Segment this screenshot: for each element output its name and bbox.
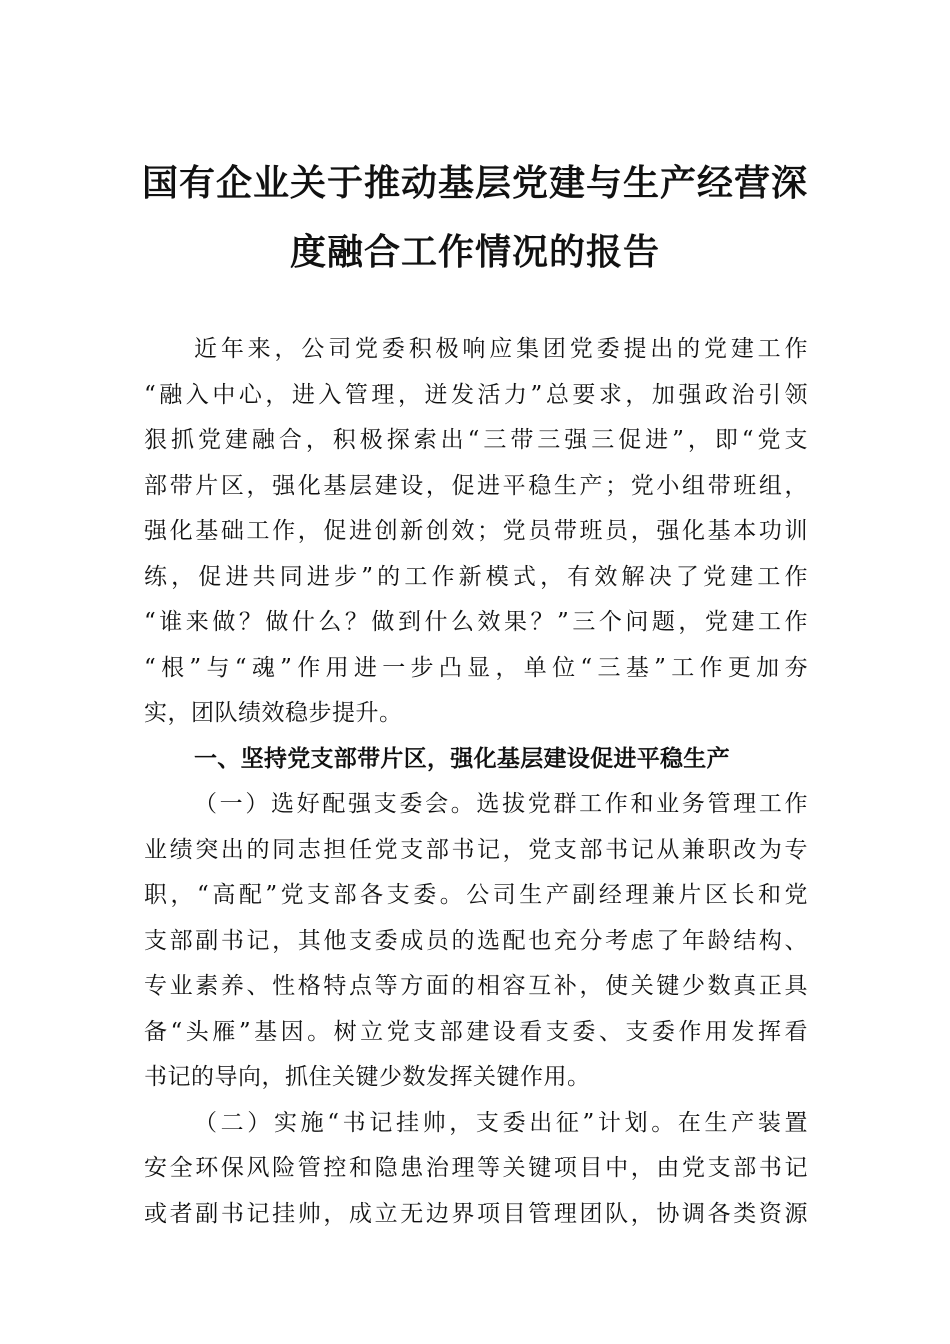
document-body	[144, 327, 808, 1237]
section-heading: 一、坚持党支部带片区，强化基层建设促进平稳生产	[194, 745, 730, 772]
subsection-1-first-rest: 选拔党群工作和业务管理工作	[476, 791, 809, 817]
intro-line: 练，促进共同进步”的工作新模式，有效解决了党建工作	[144, 563, 808, 590]
intro-line: 近年来，公司党委积极响应集团党委提出的党建工作	[194, 336, 808, 362]
subsection-1-line: 职，“高配”党支部各支委。公司生产副经理兼片区长和党	[144, 882, 808, 908]
subsection-2-first-line	[144, 1101, 808, 1147]
intro-line: 实，团队绩效稳步提升。	[144, 700, 403, 726]
intro-line: “融入中心，进入管理，迸发活力”总要求，加强政治引领	[144, 381, 808, 408]
intro-line: “根”与“魂”作用进一步凸显，单位“三基”工作更加夯	[144, 654, 808, 681]
subsection-1-line: 备“头雁”基因。树立党支部建设看支委、支委作用发挥看	[144, 1018, 808, 1045]
document-title-line-2: 度融合工作情况的报告	[289, 232, 660, 273]
subsection-1-line: 业绩突出的同志担任党支部书记，党支部书记从兼职改为专	[144, 836, 808, 863]
subsection-1-lead: （一）选好配强支委会。	[194, 791, 477, 817]
intro-line: 狠抓党建融合，积极探索出“三带三强三促进”，即“党支	[144, 427, 808, 453]
subsection-2-lead: （二）实施“书记挂帅，支委出征”计划。	[194, 1109, 678, 1136]
subsection-2-line: 安全环保风险管控和隐患治理等关键项目中，由党支部书记	[144, 1155, 808, 1181]
intro-line: “谁来做？做什么？做到什么效果？”三个问题，党建工作	[144, 609, 808, 635]
subsection-2-line: 或者副书记挂帅，成立无边界项目管理团队，协调各类资源	[144, 1200, 808, 1227]
subsection-1-line: 专业素养、性格特点等方面的相容互补，使关键少数真正具	[144, 973, 808, 999]
subsection-1-line: 支部副书记，其他支委成员的选配也充分考虑了年龄结构、	[144, 927, 808, 954]
subsection-1-first-line	[144, 782, 808, 828]
intro-line: 强化基础工作，促进创新创效；党员带班员，强化基本功训	[144, 518, 808, 544]
document-title-line-1: 国有企业关于推动基层党建与生产经营深	[141, 163, 808, 204]
subsection-2-first-rest: 在生产装置	[677, 1109, 808, 1136]
subsection-1-line: 书记的导向，抓住关键少数发挥关键作用。	[144, 1064, 591, 1090]
intro-line: 部带片区，强化基层建设，促进平稳生产；党小组带班组，	[144, 472, 808, 499]
